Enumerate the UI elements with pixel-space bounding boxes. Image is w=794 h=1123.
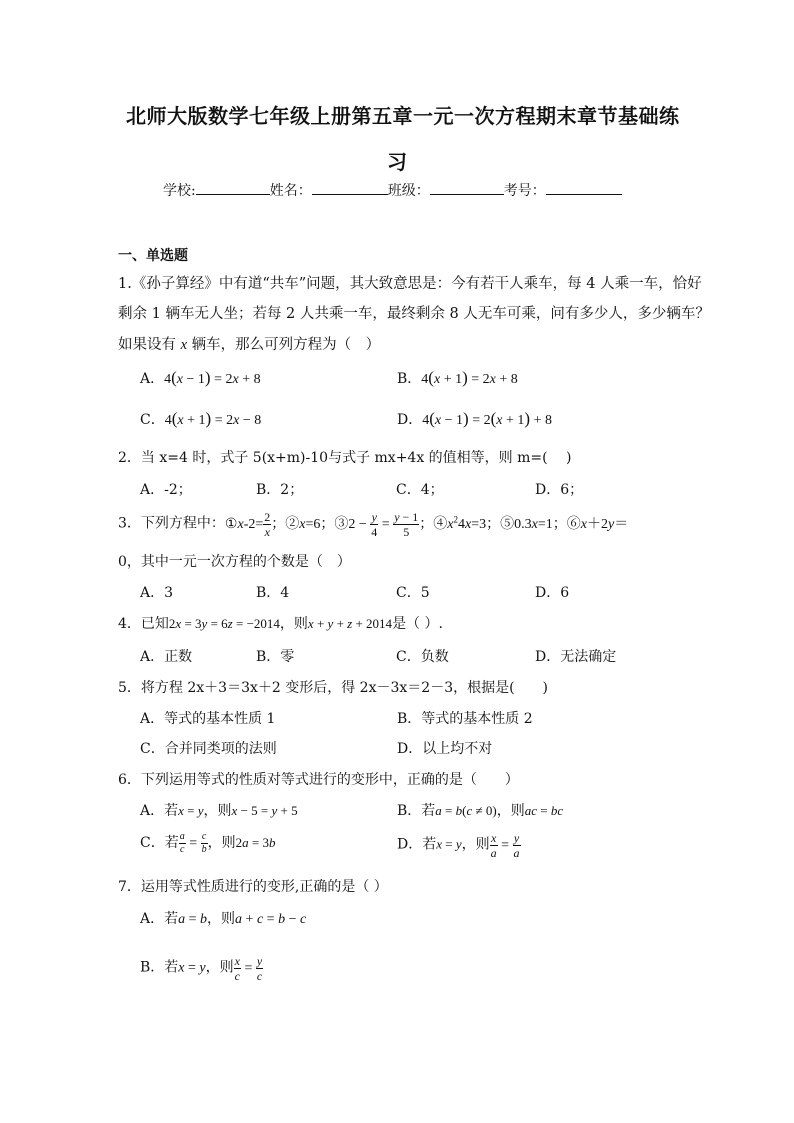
q3-option-b[interactable]: B．4	[256, 585, 290, 601]
q5-option-b[interactable]: B．等式的基本性质 2	[397, 711, 533, 727]
q4-option-b[interactable]: B．零	[256, 649, 295, 665]
number-label: 考号：	[503, 183, 546, 199]
q3-option-d[interactable]: D．6	[535, 585, 570, 601]
number-blank[interactable]	[546, 182, 622, 195]
q7-stem: 7．运用等式性质进行的变形,正确的是（ ）	[118, 879, 388, 895]
q6-option-a[interactable]: A．若x = y，则x − 5 = y + 5	[140, 803, 298, 819]
school-blank[interactable]	[196, 182, 270, 195]
q1-line3: 如果设有 x 辆车，那么可列方程为（ ）	[118, 337, 381, 353]
class-label: 班级：	[387, 183, 430, 199]
q1-option-b[interactable]: B．4(x + 1) = 2x + 8	[397, 368, 518, 387]
name-label: 姓名：	[269, 183, 312, 199]
name-blank[interactable]	[312, 182, 388, 195]
q7-option-a[interactable]: A．若a = b，则a + c = b − c	[140, 911, 307, 927]
q2-option-c[interactable]: C．4；	[396, 482, 444, 498]
q1-option-a[interactable]: A．4(x − 1) = 2x + 8	[140, 368, 261, 387]
q6-stem: 6．下列运用等式的性质对等式进行的变形中，正确的是（ ）	[118, 772, 519, 788]
q1-option-d[interactable]: D．4(x − 1) = 2(x + 1) + 8	[397, 409, 552, 428]
school-label: 学校:	[163, 183, 196, 199]
q4-option-c[interactable]: C．负数	[396, 649, 449, 665]
q5-option-c[interactable]: C．合并同类项的法则	[140, 741, 277, 757]
q2-stem: 2．当 x=4 时，式子 5(x+m)-10与式子 mx+4x 的值相等，则 m=( )	[118, 450, 572, 466]
q3-option-c[interactable]: C．5	[396, 585, 430, 601]
q3-line2: 0，其中一元一次方程的个数是（ ）	[118, 554, 351, 570]
q2-option-b[interactable]: B．2；	[256, 482, 304, 498]
page-title-line1: 北师大版数学七年级上册第五章一元一次方程期末章节基础练	[126, 104, 680, 128]
q6-option-b[interactable]: B．若a = b(c ≠ 0)，则ac = bc	[397, 803, 564, 819]
q3-option-a[interactable]: A．3	[140, 585, 174, 601]
q1-option-c[interactable]: C．4(x + 1) = 2x − 8	[140, 409, 262, 428]
q6-option-d[interactable]: D．若x = y，则 $\frac{x}{a}$ = $\frac{y}{a}$	[397, 831, 520, 860]
q5-option-d[interactable]: D．以上均不对	[397, 741, 493, 757]
q1-line1: 1.《孙子算经》中有道“共车”问题，其大致意思是：今有若干人乘车，每 4 人乘一车，恰好	[118, 276, 702, 292]
section-heading: 一、单选题	[118, 248, 188, 264]
class-blank[interactable]	[430, 182, 504, 195]
q2-option-a[interactable]: A．-2；	[140, 482, 192, 498]
q1-line2: 剩余 1 辆车无人坐；若每 2 人共乘一车，最终剩余 8 人无车可乘，问有多少人，多少辆车？	[118, 306, 710, 322]
q5-option-a[interactable]: A．等式的基本性质 1	[140, 711, 276, 727]
page-title-line2: 习	[387, 150, 408, 174]
q4-option-a[interactable]: A．正数	[140, 649, 193, 665]
student-info-line	[163, 180, 622, 200]
q7-option-b[interactable]: B．若x = y，则 $\frac{x}{c}$ = $\frac{y}{c}$	[140, 954, 263, 983]
q3-line1: 3．下列方程中：①x-2= $\frac{2}{x}$ ；②x=6；③2 − $\frac{y}{4}$ = $\frac{y - 1}{5}$ ；$④x^24x=3$；⑤0.3x=1；⑥x＋2y＝	[118, 509, 629, 539]
q4-option-d[interactable]: D．无法确定	[535, 649, 617, 665]
q2-option-d[interactable]: D．6；	[535, 482, 584, 498]
q6-option-c[interactable]: C．若 $\frac{a}{c}$ = $\frac{c}{b}$ ，则2a = 3b	[140, 831, 276, 856]
q4-stem: 4．已知2x = 3y = 6z = −2014，则x + y + z + 2014是（ ）.	[118, 616, 443, 632]
q5-stem: 5．将方程 2x＋3＝3x＋2 变形后，得 2x－3x＝2－3，根据是( )	[118, 680, 549, 696]
